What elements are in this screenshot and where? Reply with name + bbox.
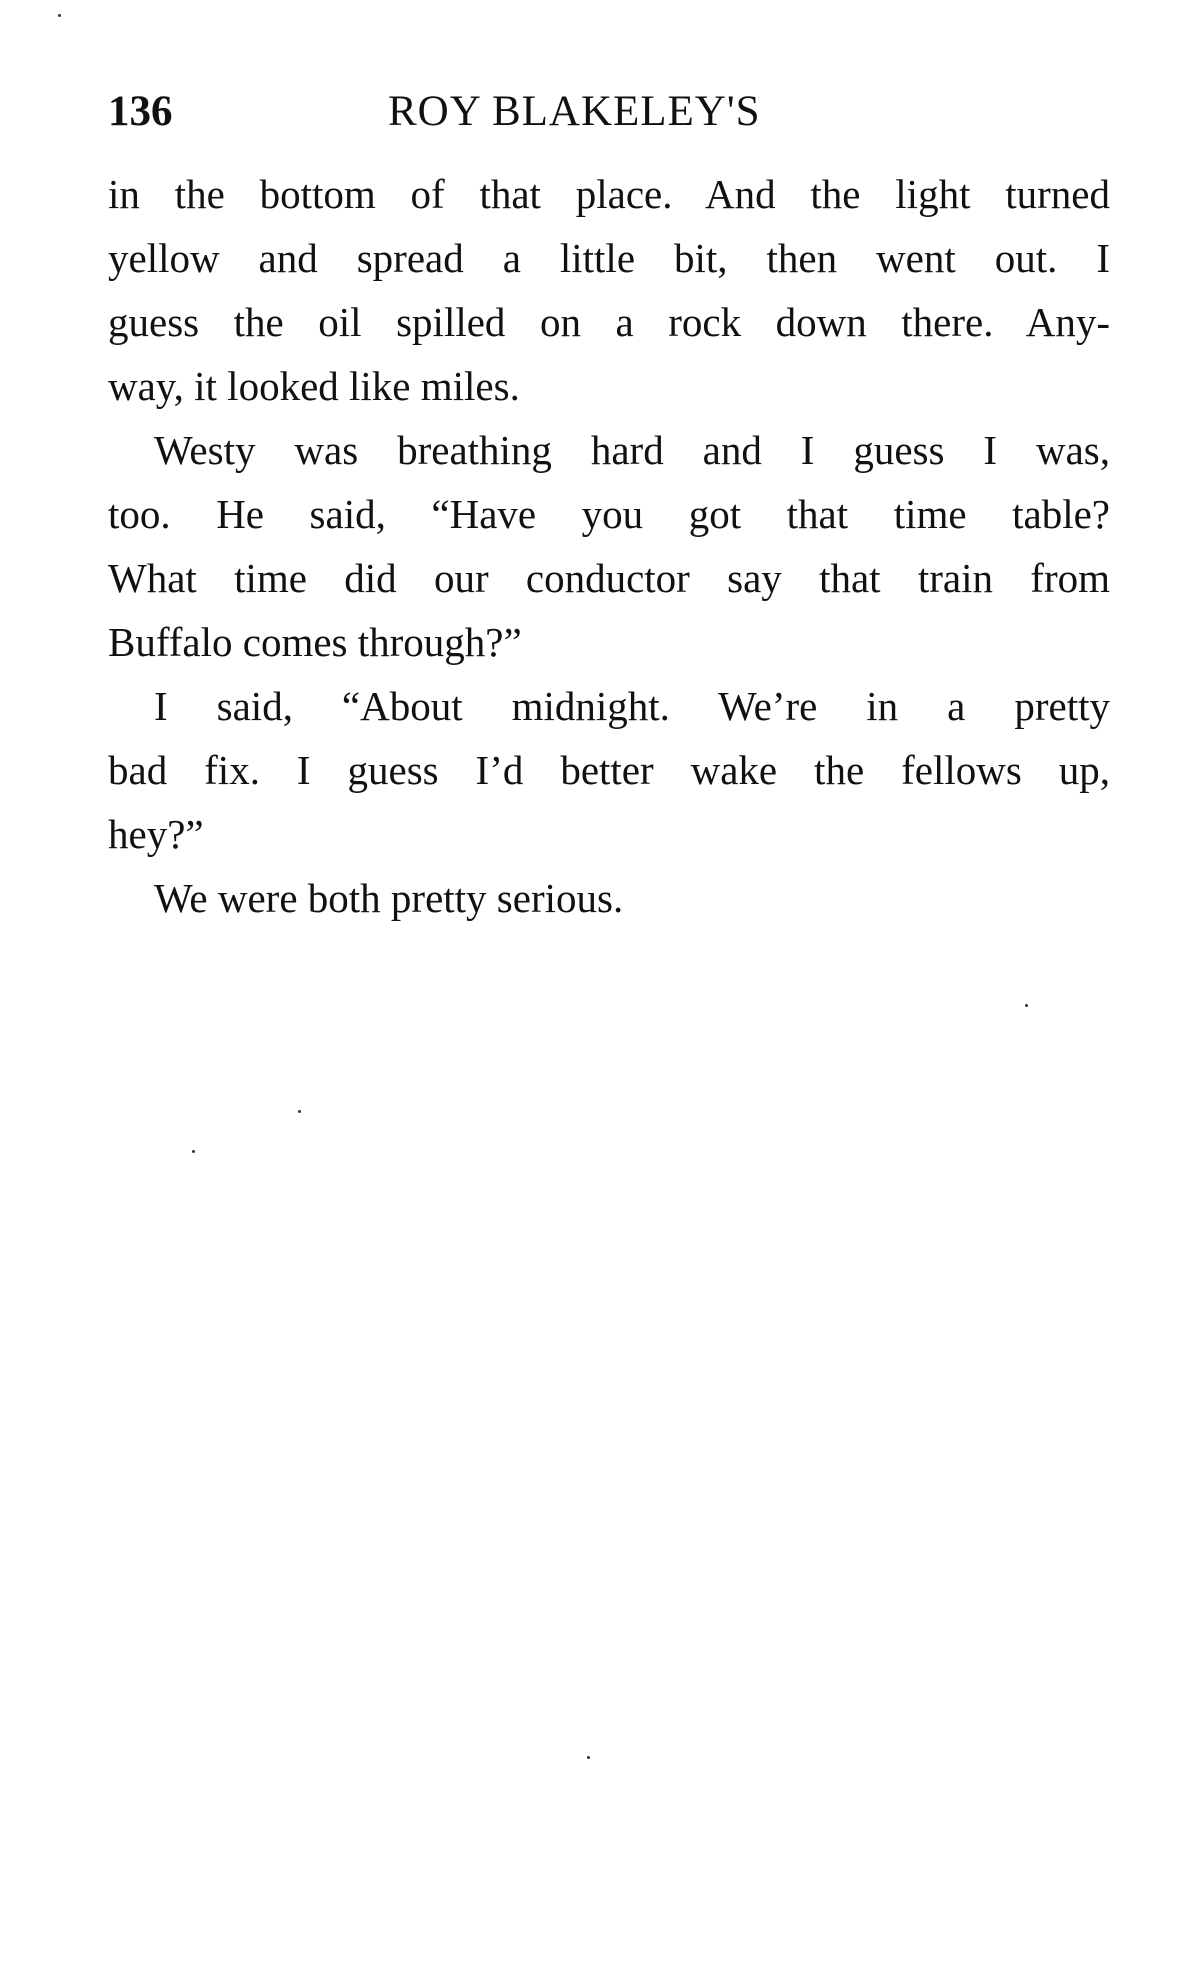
- body-text: [108, 162, 1110, 930]
- text-line: way, it looked like miles.: [108, 363, 520, 409]
- text-line: yellow and spread a little bit, then went out. I: [108, 235, 1110, 281]
- paper-speck: [1025, 1004, 1028, 1007]
- text-line: in the bottom of that place. And the light turned: [108, 171, 1110, 217]
- paragraph: [108, 162, 1110, 418]
- text-line: Buffalo comes through?”: [108, 619, 522, 665]
- paper-speck: [58, 14, 61, 17]
- text-line: hey?”: [108, 811, 204, 857]
- paper-speck: [192, 1150, 195, 1153]
- text-line: bad fix. I guess I’d better wake the fellows up,: [108, 747, 1110, 793]
- paragraph: [108, 418, 1110, 674]
- paragraph: [108, 866, 1110, 930]
- page-number: 136: [108, 88, 173, 135]
- text-line: What time did our conductor say that train from: [108, 555, 1110, 601]
- running-head: [108, 82, 1110, 142]
- text-line: We were both pretty serious.: [154, 875, 624, 921]
- text-line: I said, “About midnight. We’re in a pretty: [154, 683, 1110, 729]
- paper-speck: [298, 1110, 301, 1113]
- running-title: ROY BLAKELEY'S: [388, 88, 761, 135]
- text-line: too. He said, “Have you got that time table?: [108, 491, 1110, 537]
- paragraph: [108, 674, 1110, 866]
- paper-speck: [587, 1756, 590, 1759]
- text-line: Westy was breathing hard and I guess I was,: [154, 427, 1110, 473]
- text-line: guess the oil spilled on a rock down there. Any-: [108, 299, 1110, 345]
